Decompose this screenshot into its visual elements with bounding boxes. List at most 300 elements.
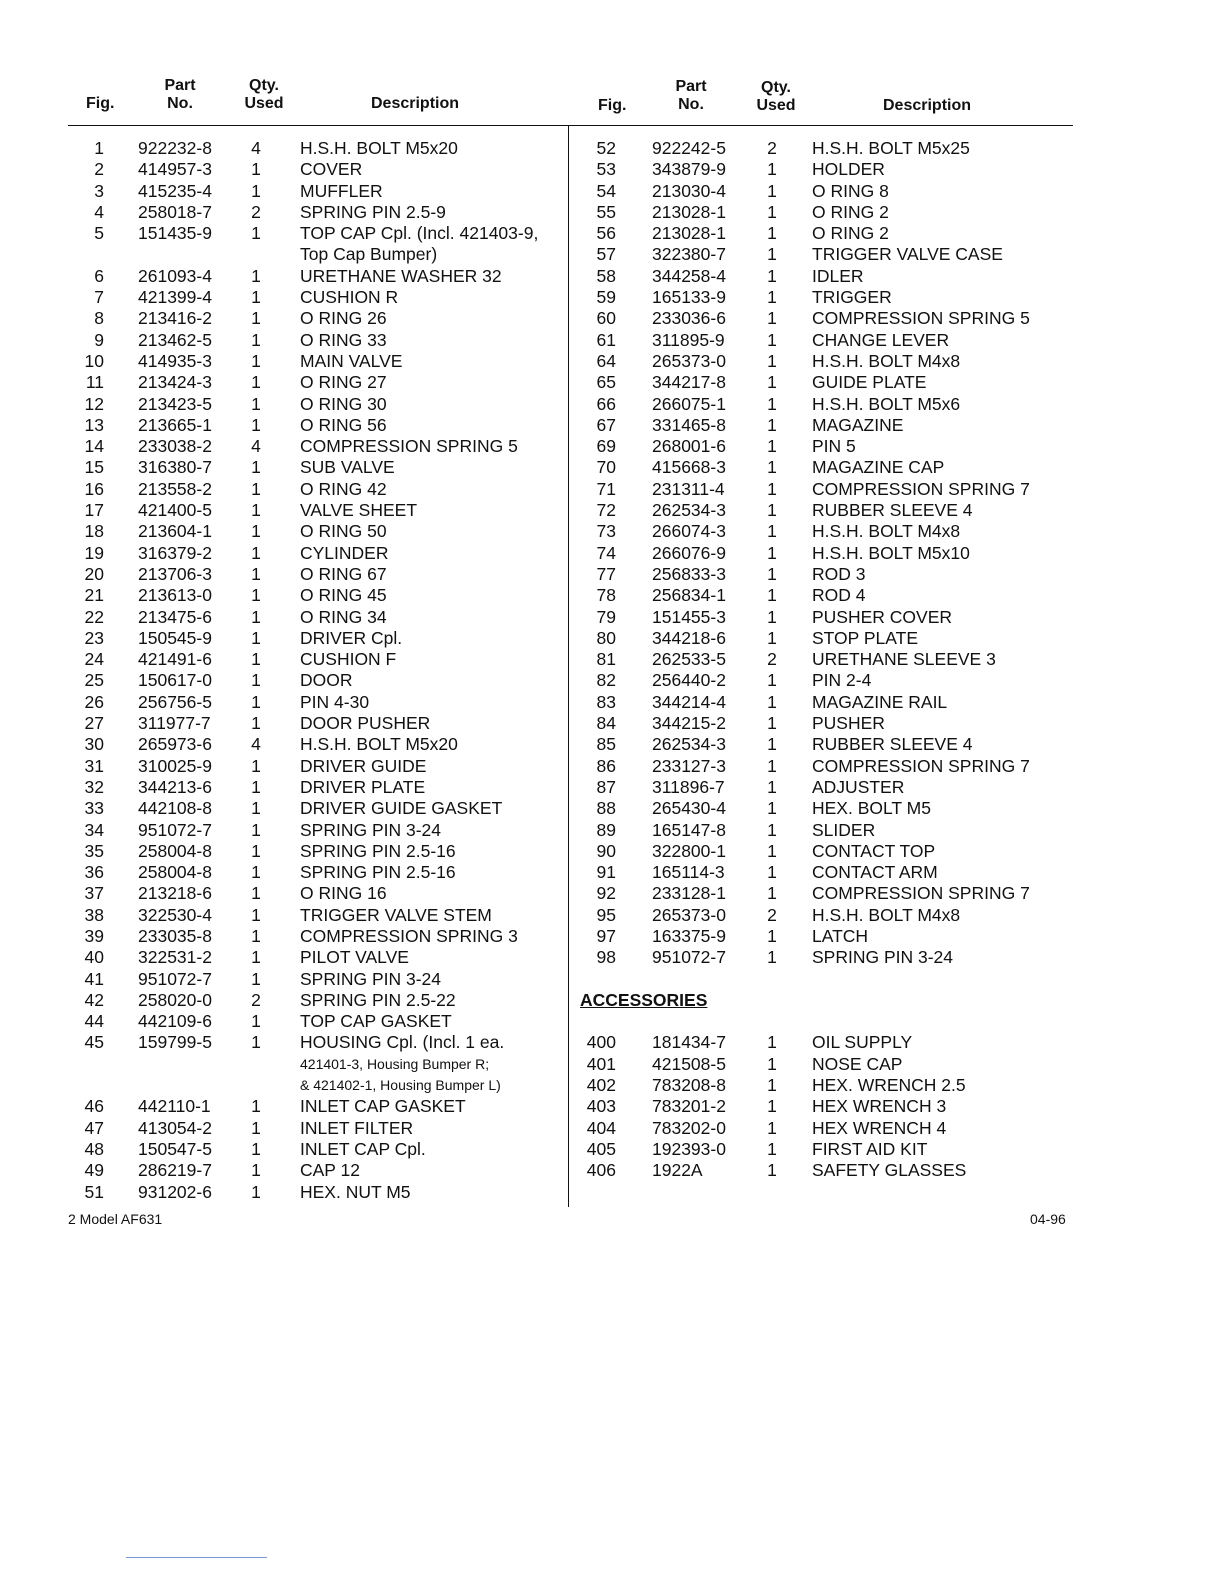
qty-cell: 2 [767,138,777,158]
qty-cell: 1 [251,180,261,201]
fig-cell: 3 [94,180,104,201]
description-cell: LATCH [812,925,869,946]
description-cell: 421401-3, Housing Bumper R; [300,1055,490,1072]
fig-cell: 4 [94,201,104,222]
description-cell: ADJUSTER [812,776,905,797]
qty-cell: 1 [251,414,261,435]
part-number-cell: 159799-5 [138,1032,212,1053]
description-cell: MAIN VALVE [300,350,403,371]
fig-cell: 13 [84,414,104,435]
description-cell: SUB VALVE [300,457,395,478]
qty-cell: 1 [251,670,261,691]
right-header-qty-line1: Qty. [761,79,791,96]
qty-cell: 1 [767,563,777,584]
part-number-cell: 256440-2 [652,670,726,691]
table-row [569,862,938,883]
fig-cell: 92 [596,883,616,904]
fig-cell: 81 [596,649,616,670]
description-cell: CYLINDER [300,542,389,563]
table-row [569,627,919,649]
qty-cell: 1 [767,734,777,755]
part-number-cell: 233128-1 [652,883,726,904]
description-cell: H.S.H. BOLT M5x20 [300,734,458,755]
table-row [569,436,856,457]
qty-cell: 1 [767,542,777,563]
fig-cell: 5 [94,223,104,244]
description-cell: PIN 4-30 [300,691,370,712]
description-cell: H.S.H. BOLT M4x8 [812,350,961,371]
fig-cell: 1 [94,138,104,158]
qty-cell: 1 [251,393,261,414]
qty-cell: 1 [767,713,777,734]
description-cell: DRIVER Cpl. [300,627,403,648]
table-row [569,1032,913,1053]
part-number-cell: 262534-3 [652,500,726,521]
table-row [569,563,866,585]
qty-cell: 2 [767,649,777,670]
table-row [569,606,953,628]
qty-cell: 1 [251,1160,261,1181]
description-cell: STOP PLATE [812,627,919,648]
description-cell: MAGAZINE CAP [812,457,945,478]
fig-cell: 60 [596,308,616,329]
fig-cell: 10 [84,350,104,371]
part-number-cell: 421400-5 [138,500,212,521]
description-cell: SPRING PIN 2.5-9 [300,201,446,222]
table-row [569,414,904,436]
part-number-cell: 213424-3 [138,372,212,393]
description-cell: SPRING PIN 2.5-16 [300,862,456,883]
table-row [569,500,973,521]
part-number-cell: 265373-0 [652,904,726,925]
qty-cell: 1 [251,585,261,606]
fig-cell: 59 [596,287,616,308]
qty-cell: 1 [767,265,777,286]
fig-cell: 403 [586,1096,616,1117]
table-row [569,755,1030,777]
part-number-cell: 213028-1 [652,223,726,244]
part-number-cell: 1922A [652,1160,703,1181]
qty-cell: 1 [251,627,261,648]
footer-model: 2 Model AF631 [68,1211,163,1227]
part-number-cell: 922242-5 [652,138,726,158]
description-cell: COMPRESSION SPRING 7 [812,883,1030,904]
qty-cell: 1 [251,563,261,584]
description-cell: H.S.H. BOLT M4x8 [812,904,961,925]
description-cell: O RING 2 [812,223,889,244]
qty-cell: 1 [767,372,777,393]
qty-cell: 1 [767,478,777,499]
part-number-cell: 256834-1 [652,585,726,606]
table-row [569,244,1003,265]
qty-cell: 1 [767,585,777,606]
part-number-cell: 421399-4 [138,287,212,308]
description-cell: O RING 27 [300,372,387,393]
fig-cell: 25 [84,670,104,691]
part-number-cell: 442109-6 [138,1011,212,1032]
part-number-cell: 181434-7 [652,1032,726,1053]
description-cell: MAGAZINE [812,414,904,435]
qty-cell: 1 [251,904,261,925]
footer-date: 04-96 [1030,1211,1066,1227]
fig-cell: 66 [596,393,616,414]
description-cell: CONTACT TOP [812,840,936,861]
part-number-cell: 344214-4 [652,691,726,712]
part-number-cell: 165147-8 [652,819,726,840]
description-cell: O RING 33 [300,329,387,350]
qty-cell: 1 [251,968,261,989]
fig-cell: 67 [596,414,616,435]
description-cell: ROD 3 [812,563,866,584]
part-number-cell: 213706-3 [138,563,212,584]
fig-cell: 53 [596,159,616,180]
description-cell: HEX. WRENCH 2.5 [812,1075,966,1096]
description-cell: CAP 12 [300,1160,360,1181]
part-number-cell: 266074-3 [652,521,726,542]
part-number-cell: 421508-5 [652,1053,726,1074]
table-row [569,1117,947,1139]
qty-cell: 1 [251,883,261,904]
left-header-description: Description [371,95,460,112]
table-row [569,372,927,393]
description-cell: COMPRESSION SPRING 3 [300,925,518,946]
part-number-cell: 151435-9 [138,223,212,244]
description-cell: DOOR [300,670,353,691]
qty-cell: 1 [767,180,777,201]
qty-cell: 1 [251,542,261,563]
fig-cell: 83 [596,691,616,712]
qty-cell: 1 [767,1053,777,1074]
table-row [569,457,945,478]
part-number-cell: 213462-5 [138,329,212,350]
table-row [569,947,954,968]
part-number-cell: 213475-6 [138,606,212,627]
part-number-cell: 322531-2 [138,947,212,968]
description-cell: PIN 5 [812,436,856,457]
part-number-cell: 150547-5 [138,1138,212,1159]
part-number-cell: 258004-8 [138,840,212,861]
description-cell: & 421402-1, Housing Bumper L) [300,1077,501,1094]
qty-cell: 1 [767,1117,777,1138]
part-number-cell: 311896-7 [652,776,725,797]
table-row [569,1075,966,1096]
qty-cell: 1 [251,1096,261,1117]
right-header-part [666,78,716,114]
part-number-cell: 442108-8 [138,798,212,819]
qty-cell: 1 [251,372,261,393]
qty-cell: 2 [251,989,261,1010]
qty-cell: 1 [767,691,777,712]
qty-cell: 1 [251,1011,261,1032]
qty-cell: 1 [767,329,777,350]
table-row [569,265,864,287]
part-number-cell: 331465-8 [652,414,726,435]
qty-cell: 1 [251,500,261,521]
header-rule [68,125,1073,126]
qty-cell: 1 [251,223,261,244]
left-header-part [155,77,205,113]
fig-cell: 74 [596,542,616,563]
part-number-cell: 233127-3 [652,755,726,776]
description-cell: O RING 67 [300,563,387,584]
qty-cell: 1 [767,457,777,478]
qty-cell: 1 [767,862,777,883]
part-number-cell: 344258-4 [652,265,726,286]
description-cell: CONTACT ARM [812,862,938,883]
part-number-cell: 262534-3 [652,734,726,755]
description-cell: COVER [300,159,363,180]
fig-cell: 37 [84,883,104,904]
fig-cell: 71 [596,478,616,499]
part-number-cell: 258004-8 [138,862,212,883]
fig-cell: 402 [586,1075,616,1096]
qty-cell: 1 [767,350,777,371]
right-header-part-line2: No. [678,96,704,113]
accessories-heading: ACCESSORIES [580,989,708,1010]
fig-cell: 88 [596,798,616,819]
qty-cell: 4 [251,138,261,158]
part-number-cell: 322800-1 [652,840,726,861]
fig-cell: 9 [94,329,104,350]
table-row [569,1160,967,1181]
qty-cell: 1 [251,925,261,946]
left-header-part-line2: No. [167,95,193,112]
part-number-cell: 213423-5 [138,393,212,414]
fig-cell: 46 [84,1096,104,1117]
part-number-cell: 233036-6 [652,308,726,329]
fig-cell: 55 [596,201,616,222]
description-cell: NOSE CAP [812,1053,903,1074]
qty-cell: 1 [767,606,777,627]
qty-cell: 1 [251,478,261,499]
description-cell: INLET CAP Cpl. [300,1138,426,1159]
table-row [569,925,869,947]
qty-cell: 1 [767,500,777,521]
qty-cell: 1 [251,457,261,478]
description-cell: DRIVER PLATE [300,776,426,797]
fig-cell: 12 [84,393,104,414]
part-number-cell: 262533-5 [652,649,726,670]
description-cell: RUBBER SLEEVE 4 [812,500,973,521]
qty-cell: 1 [251,862,261,883]
fig-cell: 97 [596,925,616,946]
part-number-cell: 150545-9 [138,627,212,648]
part-number-cell: 233038-2 [138,436,212,457]
table-row [569,1053,903,1075]
description-cell: SLIDER [812,819,876,840]
part-number-cell: 261093-4 [138,265,212,286]
right-header-part-line1: Part [675,78,707,95]
qty-cell: 1 [767,1096,777,1117]
qty-cell: 1 [767,1160,777,1181]
qty-cell: 1 [767,159,777,180]
fig-cell: 57 [596,244,616,265]
fig-cell: 38 [84,904,104,925]
fig-cell: 26 [84,691,104,712]
fig-cell: 18 [84,521,104,542]
description-cell: O RING 34 [300,606,387,627]
part-number-cell: 322530-4 [138,904,212,925]
table-row [569,585,866,606]
right-parts-list [569,138,1030,969]
part-number-cell: 192393-0 [652,1138,726,1159]
qty-cell: 1 [767,925,777,946]
qty-cell: 2 [251,201,261,222]
table-row [569,329,950,351]
fig-cell: 27 [84,713,104,734]
right-header-description: Description [883,97,972,114]
qty-cell: 1 [767,308,777,329]
table-row [569,350,961,372]
description-cell: O RING 50 [300,521,387,542]
part-number-cell: 783202-0 [652,1117,726,1138]
left-header-fig: Fig. [86,95,115,112]
description-cell: COMPRESSION SPRING 7 [812,755,1030,776]
fig-cell: 17 [84,500,104,521]
description-cell: PUSHER COVER [812,606,953,627]
description-cell: TRIGGER VALVE STEM [300,904,492,925]
qty-cell: 1 [251,1117,261,1138]
fig-cell: 98 [596,947,616,968]
table-row [569,138,970,159]
right-header-qty-line2: Used [756,97,796,114]
description-cell: SPRING PIN 3-24 [300,819,442,840]
description-cell: SPRING PIN 3-24 [812,947,954,968]
description-cell: H.S.H. BOLT M4x8 [812,521,961,542]
fig-cell: 82 [596,670,616,691]
fig-cell: 401 [586,1053,616,1074]
qty-cell: 1 [767,244,777,265]
fig-cell: 77 [596,563,616,584]
part-number-cell: 344218-6 [652,627,726,648]
part-number-cell: 213613-0 [138,585,212,606]
table-row [569,1096,947,1117]
qty-cell: 1 [251,691,261,712]
table-row [569,1138,928,1160]
description-cell: TOP CAP GASKET [300,1011,452,1032]
part-number-cell: 310025-9 [138,755,212,776]
qty-cell: 1 [251,840,261,861]
fig-cell: 87 [596,776,616,797]
left-header-qty-line2: Used [244,95,284,112]
part-number-cell: 265430-4 [652,798,726,819]
fig-cell: 32 [84,776,104,797]
fig-cell: 21 [84,585,104,606]
right-header-qty [752,79,800,115]
qty-cell: 1 [251,159,261,180]
part-number-cell: 316379-2 [138,542,212,563]
table-row [569,691,948,713]
qty-cell: 1 [767,414,777,435]
qty-cell: 1 [251,798,261,819]
fig-cell: 400 [586,1032,616,1053]
fig-cell: 72 [596,500,616,521]
fig-cell: 2 [94,159,104,180]
description-cell: TRIGGER [812,287,892,308]
part-number-cell: 442110-1 [138,1096,211,1117]
description-cell: COMPRESSION SPRING 5 [300,436,518,457]
qty-cell: 1 [251,819,261,840]
description-cell: O RING 42 [300,478,387,499]
description-cell: O RING 56 [300,414,387,435]
fig-cell: 95 [596,904,616,925]
left-header-qty [240,77,288,113]
description-cell: PIN 2-4 [812,670,872,691]
fig-cell: 34 [84,819,104,840]
table-row [569,840,936,862]
fig-cell: 54 [596,180,616,201]
table-row [569,287,892,308]
part-number-cell: 163375-9 [652,925,726,946]
qty-cell: 1 [767,436,777,457]
fig-cell: 7 [94,287,104,308]
description-cell: INLET FILTER [300,1117,414,1138]
qty-cell: 1 [767,627,777,648]
part-number-cell: 265973-6 [138,734,212,755]
description-cell: URETHANE SLEEVE 3 [812,649,996,670]
part-number-cell: 415668-3 [652,457,726,478]
table-row [569,670,872,691]
qty-cell: 1 [767,798,777,819]
part-number-cell: 322380-7 [652,244,726,265]
part-number-cell: 165114-3 [652,862,725,883]
table-row [569,180,889,202]
fig-cell: 84 [596,713,616,734]
description-cell: DRIVER GUIDE GASKET [300,798,503,819]
description-cell: FIRST AID KIT [812,1138,928,1159]
part-number-cell: 151455-3 [652,606,726,627]
qty-cell: 1 [251,308,261,329]
table-row [569,734,973,755]
description-cell: CHANGE LEVER [812,329,950,350]
fig-cell: 16 [84,478,104,499]
description-cell: HOLDER [812,159,885,180]
description-cell: H.S.H. BOLT M5x20 [300,138,458,158]
table-row [569,542,970,564]
table-row [569,649,996,670]
description-cell: O RING 45 [300,585,387,606]
qty-cell: 1 [251,947,261,968]
fig-cell: 6 [94,265,104,286]
fig-cell: 405 [586,1138,616,1159]
fig-cell: 15 [84,457,104,478]
left-header-qty-line1: Qty. [249,77,279,94]
qty-cell: 1 [251,329,261,350]
fig-cell: 70 [596,457,616,478]
description-cell: DRIVER GUIDE [300,755,427,776]
table-row [569,776,905,798]
accessories-list [569,1032,967,1181]
fig-cell: 89 [596,819,616,840]
description-cell: COMPRESSION SPRING 7 [812,478,1030,499]
qty-cell: 1 [251,1138,261,1159]
qty-cell: 1 [767,521,777,542]
qty-cell: 1 [767,819,777,840]
part-number-cell: 421491-6 [138,649,212,670]
description-cell: PUSHER [812,713,885,734]
part-number-cell: 316380-7 [138,457,212,478]
part-number-cell: 165133-9 [652,287,726,308]
qty-cell: 1 [251,1032,261,1053]
fig-cell: 51 [84,1181,104,1202]
description-cell: SPRING PIN 3-24 [300,968,442,989]
right-header-fig: Fig. [598,97,627,114]
description-cell: COMPRESSION SPRING 5 [812,308,1030,329]
part-number-cell: 266075-1 [652,393,726,414]
fig-cell: 45 [84,1032,104,1053]
fig-cell: 91 [596,862,616,883]
fig-cell: 14 [84,436,104,457]
